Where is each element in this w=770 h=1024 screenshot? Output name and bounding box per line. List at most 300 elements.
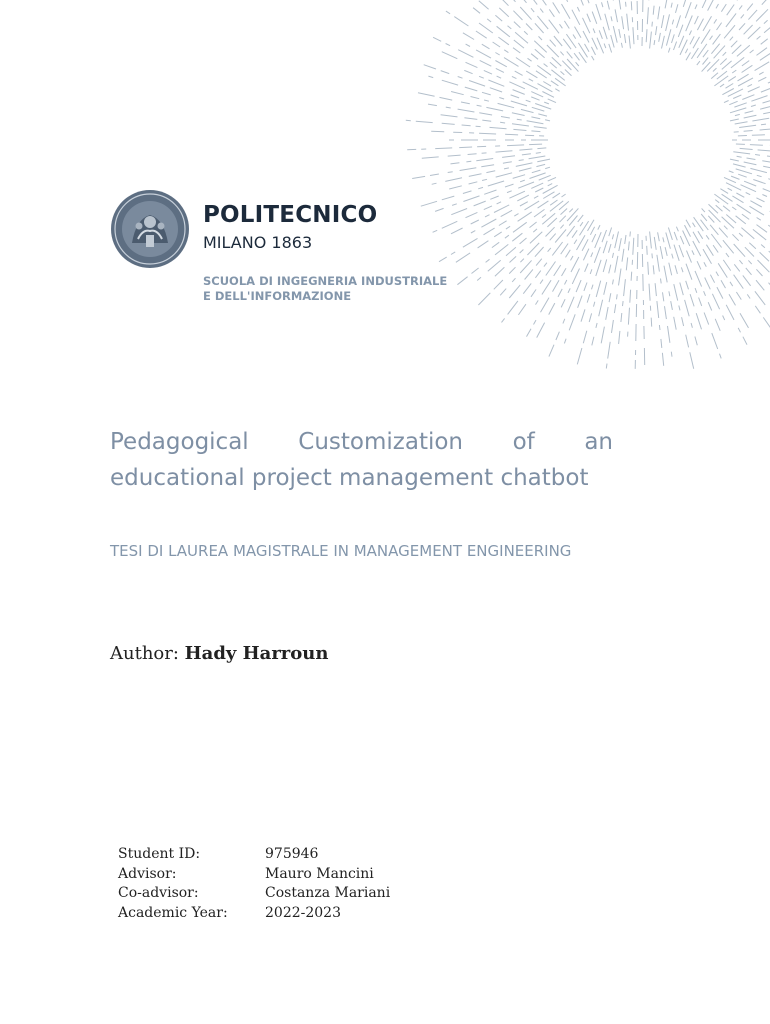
radial-dash	[626, 257, 627, 270]
radial-dash	[442, 221, 458, 228]
radial-dash	[686, 281, 689, 290]
radial-dash	[747, 4, 753, 11]
radial-dash	[506, 226, 510, 229]
radial-dash	[679, 306, 680, 311]
radial-dash	[603, 259, 607, 272]
radial-dash	[577, 7, 579, 12]
radial-dash	[512, 233, 522, 241]
radial-dash	[609, 228, 612, 237]
radial-dash	[747, 158, 756, 160]
radial-dash	[663, 237, 664, 242]
radial-dash	[476, 50, 491, 58]
detail-label: Advisor:	[118, 865, 177, 882]
radial-dash	[744, 131, 753, 132]
radial-dash	[762, 0, 770, 5]
radial-dash	[710, 36, 713, 40]
radial-dash	[469, 81, 485, 87]
radial-dash	[524, 31, 528, 34]
radial-dash	[474, 201, 486, 206]
radial-dash	[719, 228, 728, 238]
radial-dash	[715, 319, 720, 331]
radial-dash	[733, 95, 741, 99]
radial-dash	[763, 317, 770, 328]
radial-dash	[686, 16, 693, 32]
radial-dash	[497, 202, 502, 204]
radial-dash	[674, 317, 677, 330]
radial-dash	[755, 155, 760, 156]
radial-dash	[569, 209, 573, 213]
radial-dash	[442, 80, 458, 85]
radial-dash	[660, 246, 663, 259]
radial-dash	[674, 232, 677, 240]
radial-dash	[662, 36, 665, 49]
radial-dash	[752, 118, 769, 121]
radial-dash	[735, 122, 748, 124]
radial-dash	[759, 72, 763, 74]
radial-dash	[592, 38, 598, 50]
radial-dash	[668, 48, 670, 53]
radial-dash	[549, 303, 555, 315]
radial-dash	[525, 269, 533, 279]
radial-dash	[422, 157, 439, 158]
radial-dash	[542, 213, 555, 224]
radial-dash	[630, 232, 631, 237]
radial-dash	[500, 122, 505, 123]
radial-dash	[478, 293, 490, 305]
radial-dash	[669, 291, 670, 296]
radial-dash	[716, 205, 723, 211]
radial-dash	[736, 169, 752, 174]
radial-dash	[500, 289, 506, 296]
radial-dash	[658, 232, 660, 241]
radial-dash	[734, 275, 744, 289]
radial-dash	[690, 352, 694, 369]
thesis-degree: TESI DI LAUREA MAGISTRALE IN MANAGEMENT ENGINEERING	[110, 542, 572, 560]
radial-dash	[674, 284, 678, 301]
radial-dash	[535, 104, 551, 110]
radial-dash	[733, 152, 750, 154]
radial-dash	[732, 207, 736, 210]
radial-dash	[561, 209, 568, 215]
radial-dash	[726, 305, 734, 320]
radial-dash	[726, 13, 736, 27]
radial-dash	[708, 216, 714, 223]
radial-dash	[693, 37, 700, 48]
radial-dash	[671, 3, 672, 8]
radial-dash	[501, 210, 512, 216]
radial-dash	[652, 22, 653, 27]
institution-name: POLITECNICO	[203, 202, 378, 228]
radial-dash	[662, 353, 663, 366]
radial-dash	[734, 103, 746, 107]
radial-dash	[729, 294, 736, 305]
radial-dash	[535, 188, 543, 192]
radial-dash	[535, 271, 540, 278]
radial-dash	[534, 320, 537, 324]
radial-dash	[619, 331, 620, 344]
radial-dash	[609, 244, 612, 253]
radial-dash	[602, 230, 607, 242]
radial-dash	[708, 0, 716, 11]
radial-dash	[599, 300, 603, 317]
radial-dash	[536, 259, 542, 266]
radial-dash	[509, 191, 525, 198]
radial-dash	[484, 100, 489, 101]
radial-dash	[537, 148, 546, 149]
detail-value: Mauro Mancini	[265, 865, 374, 882]
radial-dash	[565, 0, 567, 2]
radial-dash	[509, 82, 525, 89]
radial-dash	[762, 195, 767, 197]
radial-dash	[687, 251, 692, 263]
radial-dash	[473, 8, 480, 14]
radial-dash	[744, 162, 757, 165]
author-name: Hady Harroun	[184, 643, 329, 664]
radial-dash	[665, 0, 668, 8]
radial-dash	[697, 44, 707, 58]
radial-dash	[623, 301, 624, 306]
radial-dash	[458, 109, 475, 112]
radial-dash	[722, 217, 734, 229]
radial-dash	[604, 282, 607, 295]
radial-dash	[531, 289, 536, 296]
radial-dash	[463, 191, 472, 194]
radial-dash	[680, 236, 684, 244]
radial-dash	[540, 280, 543, 284]
radial-dash	[748, 27, 760, 39]
radial-dash	[560, 216, 566, 223]
radial-dash	[463, 33, 474, 40]
radial-dash	[601, 327, 604, 344]
radial-dash	[441, 115, 458, 117]
radial-dash	[463, 196, 479, 202]
radial-dash	[589, 313, 591, 322]
radial-dash	[718, 263, 727, 277]
radial-dash	[442, 123, 455, 124]
detail-row-co-advisor	[118, 884, 390, 904]
radial-dash	[540, 9, 543, 13]
radial-dash	[477, 105, 482, 106]
radial-dash	[496, 68, 504, 72]
radial-dash	[612, 253, 613, 258]
radial-dash	[737, 204, 751, 213]
radial-dash	[750, 201, 761, 207]
radial-dash	[421, 201, 437, 206]
radial-dash	[553, 193, 561, 198]
radial-dash	[692, 250, 694, 255]
radial-dash	[755, 62, 770, 71]
radial-dash	[669, 263, 672, 276]
radial-dash	[666, 14, 670, 31]
radial-dash	[502, 318, 505, 322]
radial-dash	[753, 180, 765, 184]
radial-dash	[665, 247, 667, 256]
radial-dash	[606, 364, 607, 369]
radial-dash	[732, 70, 736, 73]
radial-dash	[548, 99, 556, 103]
radial-dash	[760, 129, 770, 130]
radial-dash	[548, 184, 553, 186]
radial-dash	[476, 159, 493, 161]
radial-dash	[720, 59, 727, 65]
radial-dash	[758, 260, 770, 272]
radial-dash	[592, 337, 594, 346]
radial-dash	[502, 156, 515, 158]
radial-dash	[523, 283, 531, 293]
radial-dash	[463, 238, 478, 247]
radial-dash	[763, 189, 770, 195]
detail-row-advisor	[118, 865, 390, 885]
radial-dash	[653, 265, 654, 274]
radial-dash	[493, 42, 501, 47]
radial-dash	[619, 269, 622, 286]
radial-dash	[550, 201, 563, 212]
radial-dash	[707, 59, 719, 71]
radial-dash	[763, 166, 770, 170]
detail-row-student-id	[118, 845, 390, 865]
radial-dash	[750, 168, 767, 172]
radial-dash	[451, 92, 464, 95]
university-seal-icon	[110, 189, 190, 269]
radial-dash	[678, 25, 683, 37]
radial-dash	[566, 250, 571, 258]
radial-dash	[527, 121, 544, 124]
radial-dash	[751, 105, 756, 107]
radial-dash	[485, 215, 490, 217]
radial-dash	[484, 228, 495, 235]
radial-dash	[498, 103, 514, 107]
radial-dash	[731, 176, 739, 179]
radial-dash	[603, 241, 607, 253]
radial-dash	[510, 256, 517, 262]
radial-dash	[615, 256, 618, 273]
radial-dash	[763, 110, 770, 114]
radial-dash	[521, 109, 534, 112]
radial-dash	[611, 16, 612, 21]
radial-dash	[728, 76, 736, 81]
radial-dash	[698, 231, 703, 239]
radial-dash	[476, 31, 487, 38]
radial-dash	[504, 50, 508, 53]
radial-dash	[513, 11, 522, 20]
radial-dash	[551, 70, 564, 81]
radial-dash	[650, 32, 652, 49]
radial-dash	[739, 5, 742, 9]
radial-dash	[745, 111, 754, 113]
radial-dash	[532, 107, 545, 111]
radial-dash	[582, 239, 588, 251]
radial-dash	[736, 193, 744, 197]
radial-dash	[544, 102, 549, 104]
radial-dash	[523, 82, 538, 90]
radial-dash	[657, 255, 660, 272]
radial-dash	[654, 40, 655, 45]
radial-dash	[572, 10, 580, 25]
radial-dash	[624, 34, 625, 43]
radial-dash	[756, 280, 764, 290]
radial-dash	[746, 193, 751, 195]
radial-dash	[442, 196, 455, 200]
radial-dash	[518, 212, 532, 221]
radial-dash	[532, 0, 537, 5]
radial-dash	[568, 297, 575, 313]
radial-dash	[571, 256, 574, 260]
detail-label: Academic Year:	[118, 904, 228, 921]
radial-dash	[520, 180, 525, 182]
radial-dash	[513, 175, 525, 179]
radial-dash	[544, 64, 548, 67]
radial-dash	[537, 323, 545, 338]
radial-dash	[682, 317, 684, 326]
radial-dash	[615, 232, 619, 249]
radial-dash	[663, 292, 664, 301]
radial-dash	[547, 45, 559, 57]
radial-dash	[487, 19, 491, 22]
radial-dash	[666, 233, 671, 249]
radial-dash	[428, 104, 437, 106]
radial-dash	[565, 280, 567, 285]
radial-dash	[513, 90, 525, 95]
radial-dash	[710, 275, 714, 283]
radial-dash	[681, 267, 683, 272]
radial-dash	[676, 4, 678, 13]
radial-dash	[575, 27, 582, 38]
radial-dash	[743, 275, 751, 285]
radial-dash	[532, 170, 541, 173]
radial-dash	[513, 129, 526, 130]
radial-dash	[537, 159, 550, 162]
radial-dash	[472, 268, 479, 274]
radial-dash	[742, 214, 749, 219]
radial-dash	[446, 44, 451, 46]
radial-dash	[526, 24, 532, 31]
radial-dash	[739, 125, 756, 127]
radial-dash	[448, 172, 453, 173]
radial-dash	[471, 220, 479, 224]
radial-dash	[729, 171, 734, 173]
radial-dash	[530, 232, 542, 244]
radial-dash	[529, 79, 533, 81]
radial-dash	[535, 23, 544, 33]
radial-dash	[519, 168, 532, 171]
radial-dash	[646, 29, 647, 42]
radial-dash	[756, 269, 762, 276]
radial-dash	[424, 65, 436, 69]
radial-dash	[529, 144, 542, 145]
radial-dash	[702, 208, 705, 212]
radial-dash	[592, 234, 596, 242]
radial-dash	[714, 76, 728, 86]
radial-dash	[599, 30, 602, 39]
radial-dash	[462, 125, 471, 126]
radial-dash	[650, 232, 652, 249]
radial-dash	[580, 222, 583, 226]
radial-dash	[564, 339, 566, 344]
radial-dash	[717, 23, 722, 30]
radial-dash	[598, 225, 600, 230]
radial-dash	[496, 151, 513, 152]
radial-dash	[531, 131, 540, 132]
radial-dash	[609, 265, 611, 274]
radial-dash	[562, 268, 567, 276]
radial-dash	[406, 120, 411, 121]
radial-dash	[705, 278, 711, 290]
radial-dash	[550, 40, 556, 47]
radial-dash	[536, 71, 547, 78]
thesis-title: Pedagogical Customization of an educational project management chatbot	[110, 429, 613, 491]
radial-dash	[686, 220, 691, 228]
radial-dash	[756, 198, 764, 202]
radial-dash	[648, 262, 649, 275]
radial-dash	[531, 97, 539, 100]
radial-dash	[576, 62, 579, 66]
radial-dash	[448, 155, 461, 156]
radial-dash	[735, 114, 740, 115]
radial-dash	[671, 301, 673, 310]
radial-dash	[418, 93, 435, 97]
radial-dash	[736, 216, 746, 224]
radial-dash	[746, 268, 752, 275]
radial-dash	[758, 150, 770, 151]
radial-dash	[747, 294, 750, 298]
radial-dash	[537, 16, 548, 29]
radial-dash	[609, 293, 611, 302]
radial-dash	[456, 253, 470, 262]
radial-dash	[691, 323, 692, 328]
radial-dash	[661, 279, 662, 284]
radial-dash	[514, 22, 521, 28]
radial-dash	[712, 294, 719, 309]
radial-dash	[630, 290, 631, 303]
radial-dash	[490, 127, 507, 128]
radial-dash	[713, 34, 721, 44]
radial-dash	[695, 5, 697, 10]
radial-dash	[760, 106, 770, 109]
radial-dash	[755, 291, 765, 305]
radial-dash	[545, 167, 550, 168]
radial-dash	[545, 120, 550, 121]
radial-dash	[550, 200, 557, 205]
radial-dash	[686, 335, 689, 348]
radial-dash	[531, 117, 540, 119]
radial-dash	[505, 134, 518, 135]
radial-dash	[695, 271, 702, 287]
radial-dash	[433, 230, 438, 232]
radial-dash	[712, 333, 718, 349]
radial-dash	[567, 208, 578, 221]
radial-dash	[561, 71, 565, 74]
radial-dash	[482, 44, 490, 49]
radial-dash	[592, 12, 597, 24]
radial-dash	[714, 194, 728, 204]
radial-dash	[530, 222, 537, 228]
radial-dash	[720, 189, 728, 194]
radial-dash	[553, 2, 560, 13]
radial-dash	[587, 14, 591, 22]
radial-dash	[716, 4, 719, 8]
radial-dash	[741, 228, 754, 239]
radial-dash	[531, 183, 543, 188]
radial-dash	[626, 2, 627, 7]
radial-dash	[416, 121, 433, 122]
radial-dash	[750, 145, 763, 146]
radial-dash	[490, 196, 498, 199]
radial-dash	[445, 178, 462, 182]
radial-dash	[529, 156, 546, 159]
radial-dash	[658, 6, 660, 19]
radial-dash	[676, 227, 678, 232]
radial-dash	[756, 9, 768, 21]
